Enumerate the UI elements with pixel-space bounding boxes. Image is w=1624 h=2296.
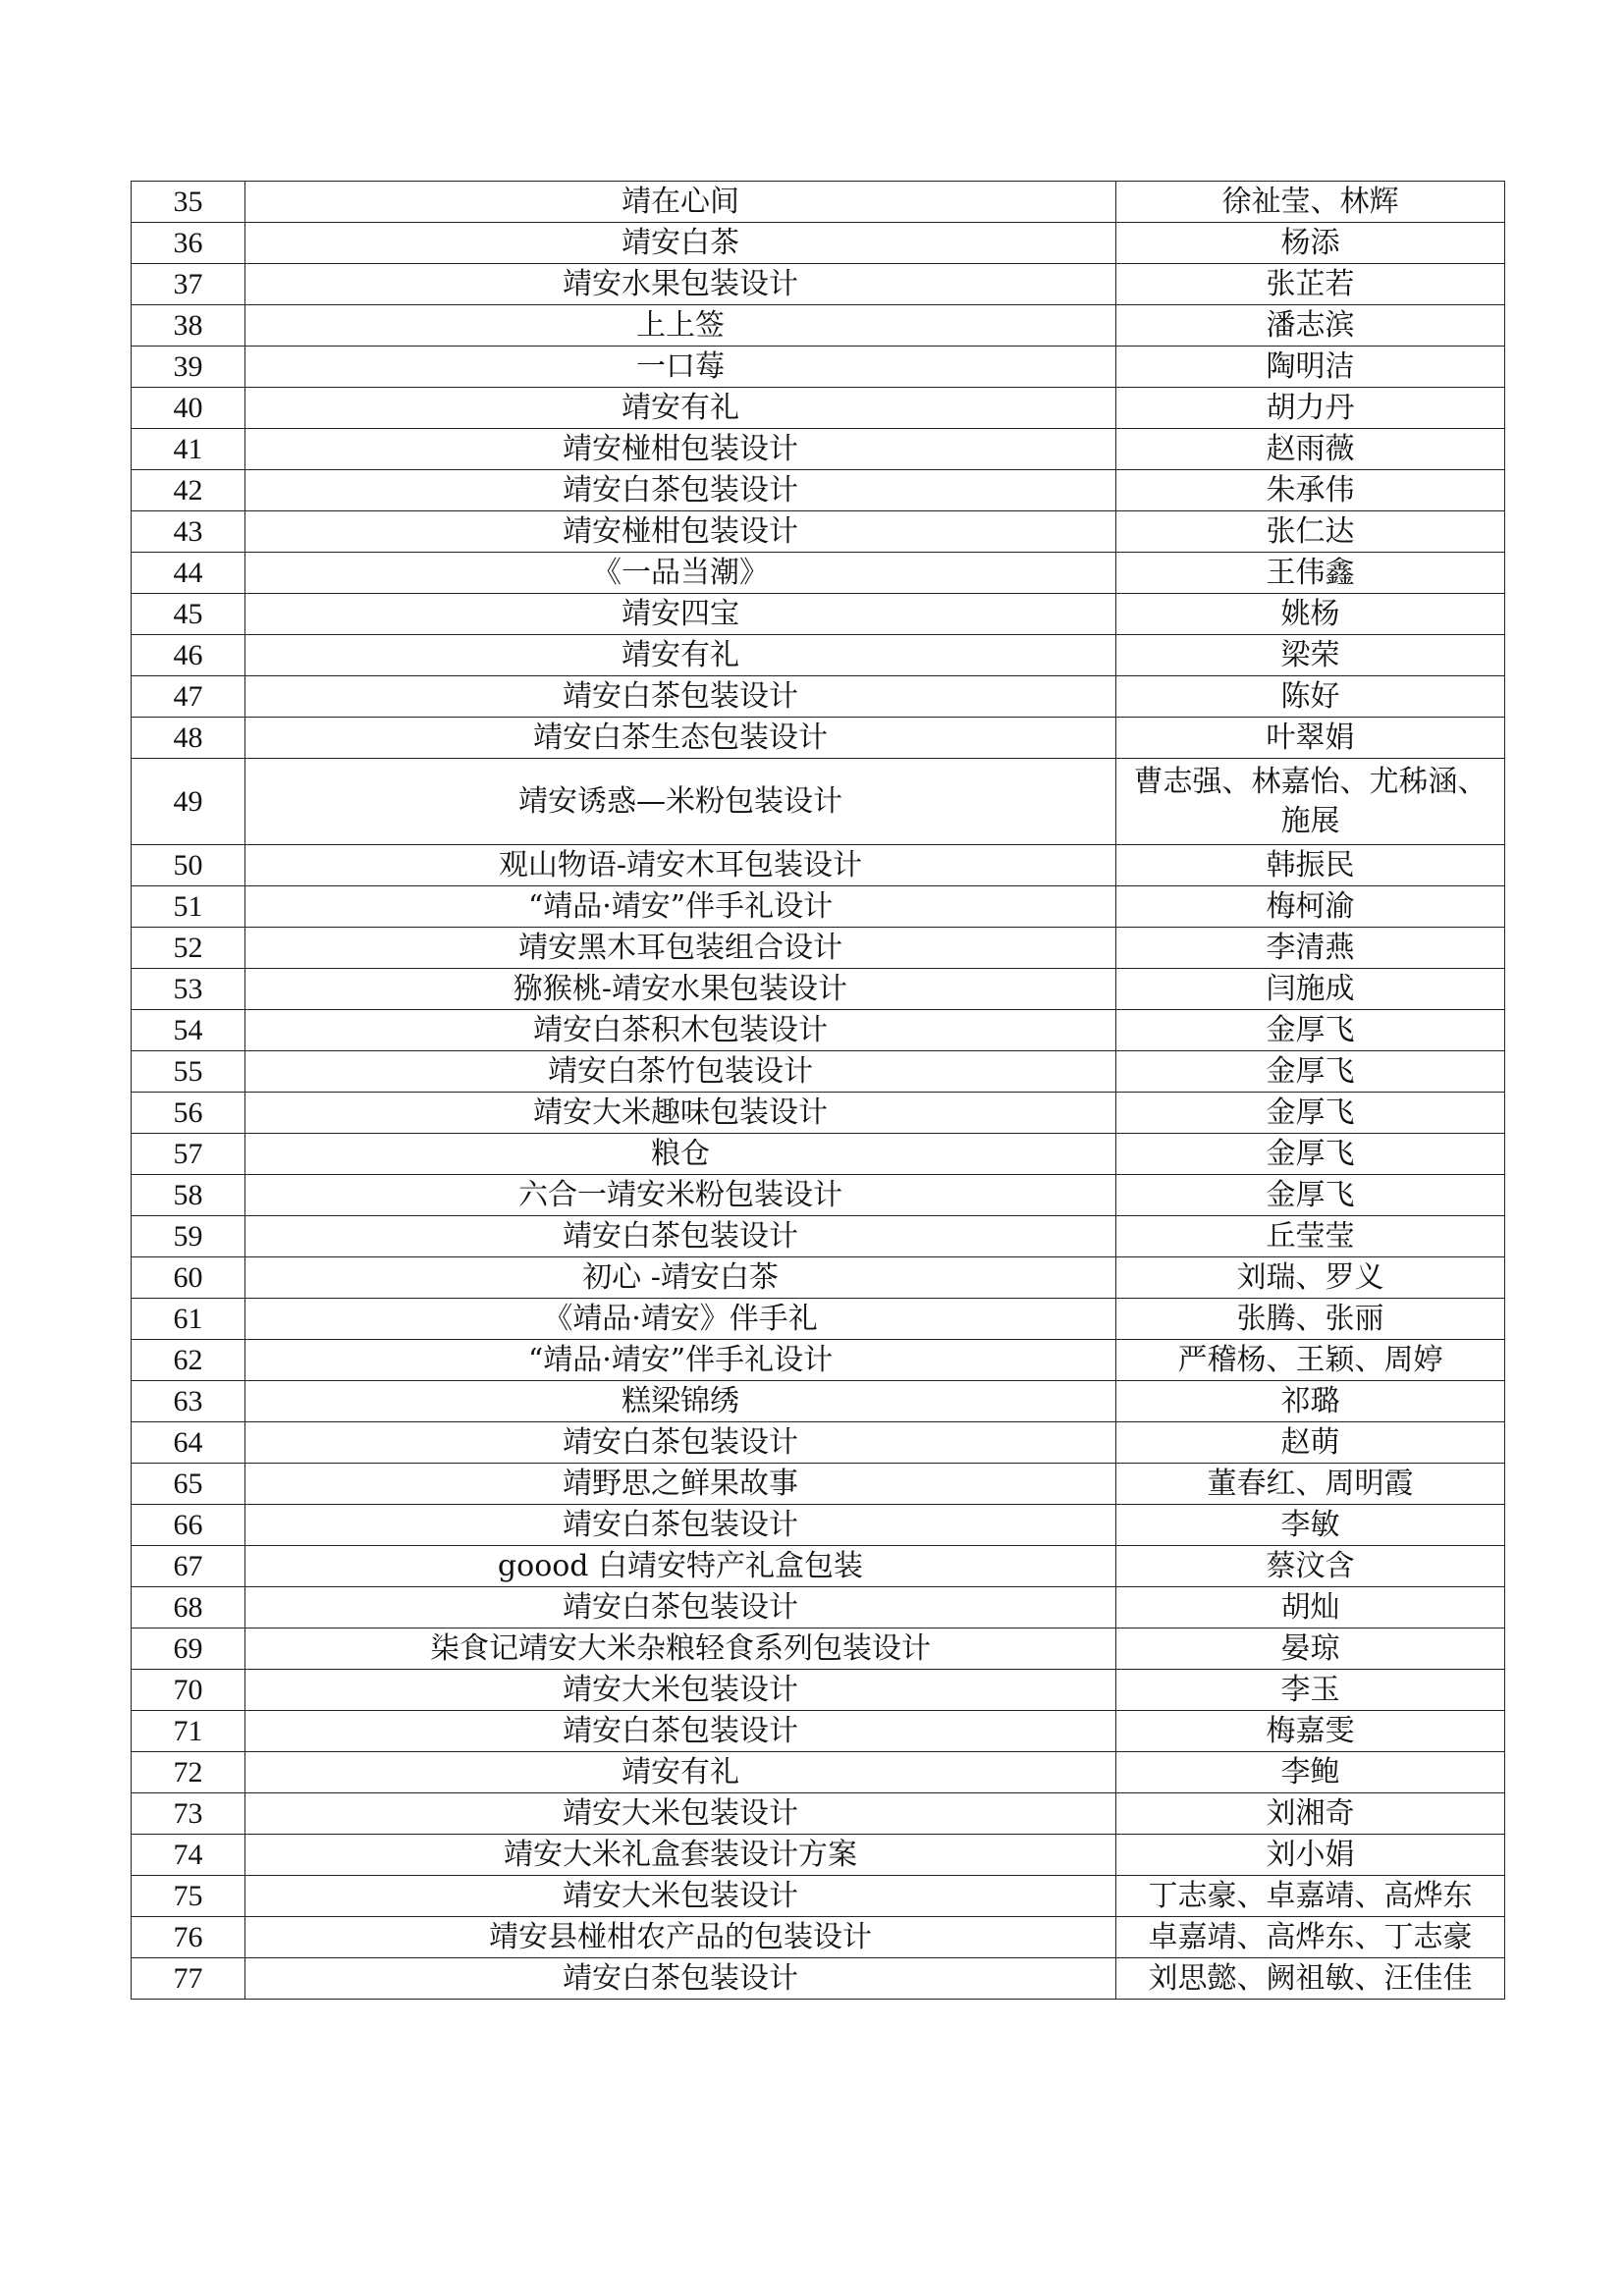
row-number-cell: 68 bbox=[132, 1587, 245, 1629]
entry-title-cell: 靖安白茶包装设计 bbox=[245, 470, 1116, 511]
entry-title-cell: 观山物语-靖安木耳包装设计 bbox=[245, 845, 1116, 886]
entry-author-cell: 金厚飞 bbox=[1116, 1093, 1505, 1134]
entry-author-cell: 刘思懿、阙祖敏、汪佳佳 bbox=[1116, 1958, 1505, 2000]
row-number-cell: 61 bbox=[132, 1299, 245, 1340]
entry-author-cell: 金厚飞 bbox=[1116, 1051, 1505, 1093]
row-number-cell: 74 bbox=[132, 1835, 245, 1876]
entry-author-cell: 严稽杨、王颖、周婷 bbox=[1116, 1340, 1505, 1381]
table-row bbox=[132, 718, 1505, 759]
entry-title-cell: 靖安白茶 bbox=[245, 223, 1116, 264]
entry-title-cell: 猕猴桃-靖安水果包装设计 bbox=[245, 969, 1116, 1010]
row-number-cell: 67 bbox=[132, 1546, 245, 1587]
entry-author-cell: 张仁达 bbox=[1116, 511, 1505, 553]
row-number-cell: 72 bbox=[132, 1752, 245, 1793]
table-row bbox=[132, 886, 1505, 928]
entry-title-cell: 靖安有礼 bbox=[245, 388, 1116, 429]
row-number-cell: 77 bbox=[132, 1958, 245, 2000]
entry-author-cell: 梅柯渝 bbox=[1116, 886, 1505, 928]
entry-author-cell: 李鲍 bbox=[1116, 1752, 1505, 1793]
row-number-cell: 40 bbox=[132, 388, 245, 429]
table-row bbox=[132, 676, 1505, 718]
entry-title-cell: 靖安大米包装设计 bbox=[245, 1876, 1116, 1917]
entry-author-cell: 晏琼 bbox=[1116, 1629, 1505, 1670]
entry-author-cell: 朱承伟 bbox=[1116, 470, 1505, 511]
row-number-cell: 49 bbox=[132, 759, 245, 845]
table-row bbox=[132, 928, 1505, 969]
entry-title-cell: 靖安白茶包装设计 bbox=[245, 676, 1116, 718]
row-number-cell: 36 bbox=[132, 223, 245, 264]
entry-title-cell: 糕梁锦绣 bbox=[245, 1381, 1116, 1422]
row-number-cell: 37 bbox=[132, 264, 245, 305]
entry-title-cell: 靖安有礼 bbox=[245, 1752, 1116, 1793]
row-number-cell: 66 bbox=[132, 1505, 245, 1546]
table-row bbox=[132, 1216, 1505, 1257]
table-row bbox=[132, 1299, 1505, 1340]
table-row bbox=[132, 759, 1505, 845]
table-row bbox=[132, 553, 1505, 594]
table-row bbox=[132, 594, 1505, 635]
row-number-cell: 62 bbox=[132, 1340, 245, 1381]
row-number-cell: 55 bbox=[132, 1051, 245, 1093]
table-row bbox=[132, 1546, 1505, 1587]
entry-author-cell: 陶明洁 bbox=[1116, 347, 1505, 388]
entry-title-cell: 靖安水果包装设计 bbox=[245, 264, 1116, 305]
entry-author-cell: 刘瑞、罗义 bbox=[1116, 1257, 1505, 1299]
row-number-cell: 47 bbox=[132, 676, 245, 718]
row-number-cell: 52 bbox=[132, 928, 245, 969]
entry-title-cell: 靖安诱惑—米粉包装设计 bbox=[245, 759, 1116, 845]
row-number-cell: 35 bbox=[132, 182, 245, 223]
row-number-cell: 38 bbox=[132, 305, 245, 347]
row-number-cell: 42 bbox=[132, 470, 245, 511]
entry-title-cell: 靖安县椪柑农产品的包装设计 bbox=[245, 1917, 1116, 1958]
entry-title-cell: 靖安白茶包装设计 bbox=[245, 1958, 1116, 2000]
entry-title-cell: 《靖品·靖安》伴手礼 bbox=[245, 1299, 1116, 1340]
entry-title-cell: 靖安大米趣味包装设计 bbox=[245, 1093, 1116, 1134]
entry-author-cell: 赵雨薇 bbox=[1116, 429, 1505, 470]
entry-title-cell: 靖野思之鲜果故事 bbox=[245, 1464, 1116, 1505]
entry-author-cell: 潘志滨 bbox=[1116, 305, 1505, 347]
entry-author-cell: 金厚飞 bbox=[1116, 1134, 1505, 1175]
table-row bbox=[132, 1175, 1505, 1216]
table-row bbox=[132, 1587, 1505, 1629]
row-number-cell: 50 bbox=[132, 845, 245, 886]
entry-title-cell: 靖安椪柑包装设计 bbox=[245, 429, 1116, 470]
table-row bbox=[132, 223, 1505, 264]
entry-author-cell: 丁志豪、卓嘉靖、高烨东 bbox=[1116, 1876, 1505, 1917]
entry-title-cell: 靖安有礼 bbox=[245, 635, 1116, 676]
entry-author-cell: 王伟鑫 bbox=[1116, 553, 1505, 594]
entry-author-cell: 丘莹莹 bbox=[1116, 1216, 1505, 1257]
entry-author-cell: 徐祉莹、林辉 bbox=[1116, 182, 1505, 223]
entry-title-cell: 靖安白茶包装设计 bbox=[245, 1422, 1116, 1464]
entry-author-cell: 刘小娟 bbox=[1116, 1835, 1505, 1876]
entry-title-cell: 柒食记靖安大米杂粮轻食系列包装设计 bbox=[245, 1629, 1116, 1670]
table-row bbox=[132, 1340, 1505, 1381]
entry-author-cell: 曹志强、林嘉怡、尤秭涵、施展 bbox=[1116, 759, 1505, 845]
entry-title-cell: 靖安大米包装设计 bbox=[245, 1670, 1116, 1711]
row-number-cell: 71 bbox=[132, 1711, 245, 1752]
row-number-cell: 58 bbox=[132, 1175, 245, 1216]
entry-title-cell: 靖安白茶竹包装设计 bbox=[245, 1051, 1116, 1093]
entry-author-cell: 李敏 bbox=[1116, 1505, 1505, 1546]
entry-author-cell: 卓嘉靖、高烨东、丁志豪 bbox=[1116, 1917, 1505, 1958]
table-row bbox=[132, 969, 1505, 1010]
entry-author-cell: 梅嘉雯 bbox=[1116, 1711, 1505, 1752]
table-row bbox=[132, 347, 1505, 388]
entry-title-cell: 初心 -靖安白茶 bbox=[245, 1257, 1116, 1299]
entry-author-cell: 闫施成 bbox=[1116, 969, 1505, 1010]
row-number-cell: 73 bbox=[132, 1793, 245, 1835]
row-number-cell: 51 bbox=[132, 886, 245, 928]
entry-author-cell: 张腾、张丽 bbox=[1116, 1299, 1505, 1340]
table-row bbox=[132, 1793, 1505, 1835]
entry-author-cell: 金厚飞 bbox=[1116, 1010, 1505, 1051]
entry-author-cell: 金厚飞 bbox=[1116, 1175, 1505, 1216]
table-row bbox=[132, 1093, 1505, 1134]
table-row bbox=[132, 1134, 1505, 1175]
entry-author-cell: 姚杨 bbox=[1116, 594, 1505, 635]
table-row bbox=[132, 1422, 1505, 1464]
table-row bbox=[132, 1958, 1505, 2000]
entries-table bbox=[131, 181, 1505, 2000]
row-number-cell: 56 bbox=[132, 1093, 245, 1134]
entry-author-cell: 董春红、周明霞 bbox=[1116, 1464, 1505, 1505]
table-row bbox=[132, 264, 1505, 305]
row-number-cell: 46 bbox=[132, 635, 245, 676]
entry-author-cell: 胡力丹 bbox=[1116, 388, 1505, 429]
entry-title-cell: 一口莓 bbox=[245, 347, 1116, 388]
entry-author-cell: 赵萌 bbox=[1116, 1422, 1505, 1464]
entry-title-cell: 六合一靖安米粉包装设计 bbox=[245, 1175, 1116, 1216]
entry-title-cell: 靖安大米礼盒套装设计方案 bbox=[245, 1835, 1116, 1876]
entry-author-cell: 韩振民 bbox=[1116, 845, 1505, 886]
row-number-cell: 63 bbox=[132, 1381, 245, 1422]
entry-title-cell: 《一品当潮》 bbox=[245, 553, 1116, 594]
entry-author-cell: 刘湘奇 bbox=[1116, 1793, 1505, 1835]
entry-author-cell: 杨添 bbox=[1116, 223, 1505, 264]
entry-title-cell: 靖安大米包装设计 bbox=[245, 1793, 1116, 1835]
table-row bbox=[132, 305, 1505, 347]
entry-title-cell: 粮仓 bbox=[245, 1134, 1116, 1175]
row-number-cell: 57 bbox=[132, 1134, 245, 1175]
table-row bbox=[132, 1835, 1505, 1876]
row-number-cell: 39 bbox=[132, 347, 245, 388]
table-row bbox=[132, 182, 1505, 223]
entry-title-cell: 靖安椪柑包装设计 bbox=[245, 511, 1116, 553]
table-row bbox=[132, 388, 1505, 429]
table-row bbox=[132, 1051, 1505, 1093]
row-number-cell: 48 bbox=[132, 718, 245, 759]
table-row bbox=[132, 1505, 1505, 1546]
entry-author-cell: 叶翠娟 bbox=[1116, 718, 1505, 759]
entry-title-cell: 靖安白茶包装设计 bbox=[245, 1216, 1116, 1257]
entry-author-cell: 陈好 bbox=[1116, 676, 1505, 718]
entry-author-cell: 李玉 bbox=[1116, 1670, 1505, 1711]
entry-author-cell: 胡灿 bbox=[1116, 1587, 1505, 1629]
table-body bbox=[132, 182, 1505, 2000]
entry-title-cell: “靖品·靖安”伴手礼设计 bbox=[245, 886, 1116, 928]
entry-title-cell: 靖安黑木耳包装组合设计 bbox=[245, 928, 1116, 969]
entry-author-cell: 蔡汶含 bbox=[1116, 1546, 1505, 1587]
entry-title-cell: goood 白靖安特产礼盒包装 bbox=[245, 1546, 1116, 1587]
row-number-cell: 65 bbox=[132, 1464, 245, 1505]
table-row bbox=[132, 511, 1505, 553]
table-row bbox=[132, 845, 1505, 886]
entry-title-cell: “靖品·靖安”伴手礼设计 bbox=[245, 1340, 1116, 1381]
table-row bbox=[132, 635, 1505, 676]
table-row bbox=[132, 1876, 1505, 1917]
row-number-cell: 70 bbox=[132, 1670, 245, 1711]
entry-author-cell: 梁荣 bbox=[1116, 635, 1505, 676]
entry-title-cell: 靖安白茶生态包装设计 bbox=[245, 718, 1116, 759]
entry-title-cell: 靖安四宝 bbox=[245, 594, 1116, 635]
table-row bbox=[132, 1010, 1505, 1051]
entry-author-cell: 张芷若 bbox=[1116, 264, 1505, 305]
entry-title-cell: 靖在心间 bbox=[245, 182, 1116, 223]
entry-author-cell: 祁璐 bbox=[1116, 1381, 1505, 1422]
row-number-cell: 75 bbox=[132, 1876, 245, 1917]
table-row bbox=[132, 470, 1505, 511]
entry-title-cell: 靖安白茶包装设计 bbox=[245, 1711, 1116, 1752]
row-number-cell: 53 bbox=[132, 969, 245, 1010]
entry-title-cell: 上上签 bbox=[245, 305, 1116, 347]
table-row bbox=[132, 1670, 1505, 1711]
row-number-cell: 69 bbox=[132, 1629, 245, 1670]
table-row bbox=[132, 1629, 1505, 1670]
entry-title-cell: 靖安白茶积木包装设计 bbox=[245, 1010, 1116, 1051]
row-number-cell: 43 bbox=[132, 511, 245, 553]
row-number-cell: 76 bbox=[132, 1917, 245, 1958]
table-row bbox=[132, 1381, 1505, 1422]
row-number-cell: 54 bbox=[132, 1010, 245, 1051]
entry-title-cell: 靖安白茶包装设计 bbox=[245, 1505, 1116, 1546]
row-number-cell: 59 bbox=[132, 1216, 245, 1257]
entry-title-cell: 靖安白茶包装设计 bbox=[245, 1587, 1116, 1629]
entry-author-cell: 李清燕 bbox=[1116, 928, 1505, 969]
row-number-cell: 64 bbox=[132, 1422, 245, 1464]
table-row bbox=[132, 1464, 1505, 1505]
row-number-cell: 44 bbox=[132, 553, 245, 594]
table-row bbox=[132, 1257, 1505, 1299]
table-row bbox=[132, 1917, 1505, 1958]
row-number-cell: 60 bbox=[132, 1257, 245, 1299]
row-number-cell: 45 bbox=[132, 594, 245, 635]
row-number-cell: 41 bbox=[132, 429, 245, 470]
table-row bbox=[132, 429, 1505, 470]
table-row bbox=[132, 1711, 1505, 1752]
table-row bbox=[132, 1752, 1505, 1793]
